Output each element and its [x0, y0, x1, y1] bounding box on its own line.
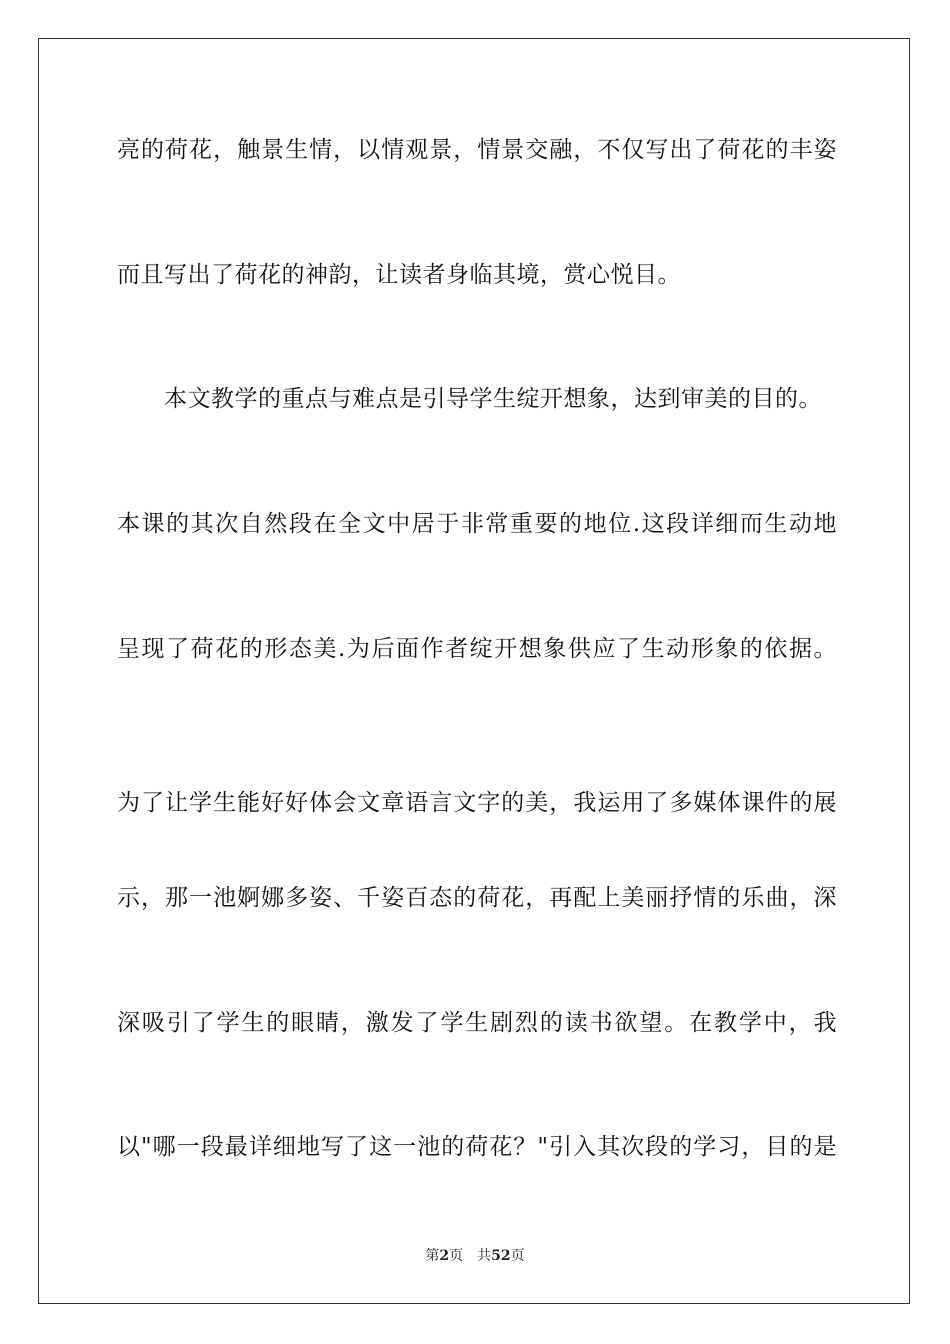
- text-line-5: 呈现了荷花的形态美.为后面作者绽开想象供应了生动形象的依据。: [117, 636, 837, 662]
- text-line-8: 深吸引了学生的眼睛，激发了学生剧烈的读书欲望。在教学中，我: [117, 1010, 837, 1036]
- text-line-2: 而且写出了荷花的神韵，让读者身临其境，赏心悦目。: [117, 262, 681, 288]
- page-number: 2: [439, 1248, 450, 1264]
- text-line-4: 本课的其次自然段在全文中居于非常重要的地位.这段详细而生动地: [117, 511, 837, 537]
- total-pages: 52: [491, 1248, 511, 1264]
- page-border: [38, 38, 910, 1304]
- text-line-1: 亮的荷花，触景生情，以情观景，情景交融，不仅写出了荷花的丰姿: [117, 137, 837, 163]
- total-prefix: 共: [477, 1248, 492, 1264]
- page-footer: [0, 1246, 950, 1266]
- text-line-9: 以"哪一段最详细地写了这一池的荷花？"引入其次段的学习，目的是: [117, 1134, 837, 1160]
- total-suffix: 页: [510, 1248, 525, 1264]
- text-line-3-paragraph-start: 本文教学的重点与难点是引导学生绽开想象，达到审美的目的。: [164, 386, 822, 412]
- page-prefix: 第: [425, 1248, 440, 1264]
- page-suffix: 页: [449, 1248, 464, 1264]
- text-line-7: 示，那一池婀娜多姿、千姿百态的荷花，再配上美丽抒情的乐曲，深: [117, 885, 837, 911]
- text-line-6: 为了让学生能好好体会文章语言文字的美，我运用了多媒体课件的展: [117, 790, 837, 816]
